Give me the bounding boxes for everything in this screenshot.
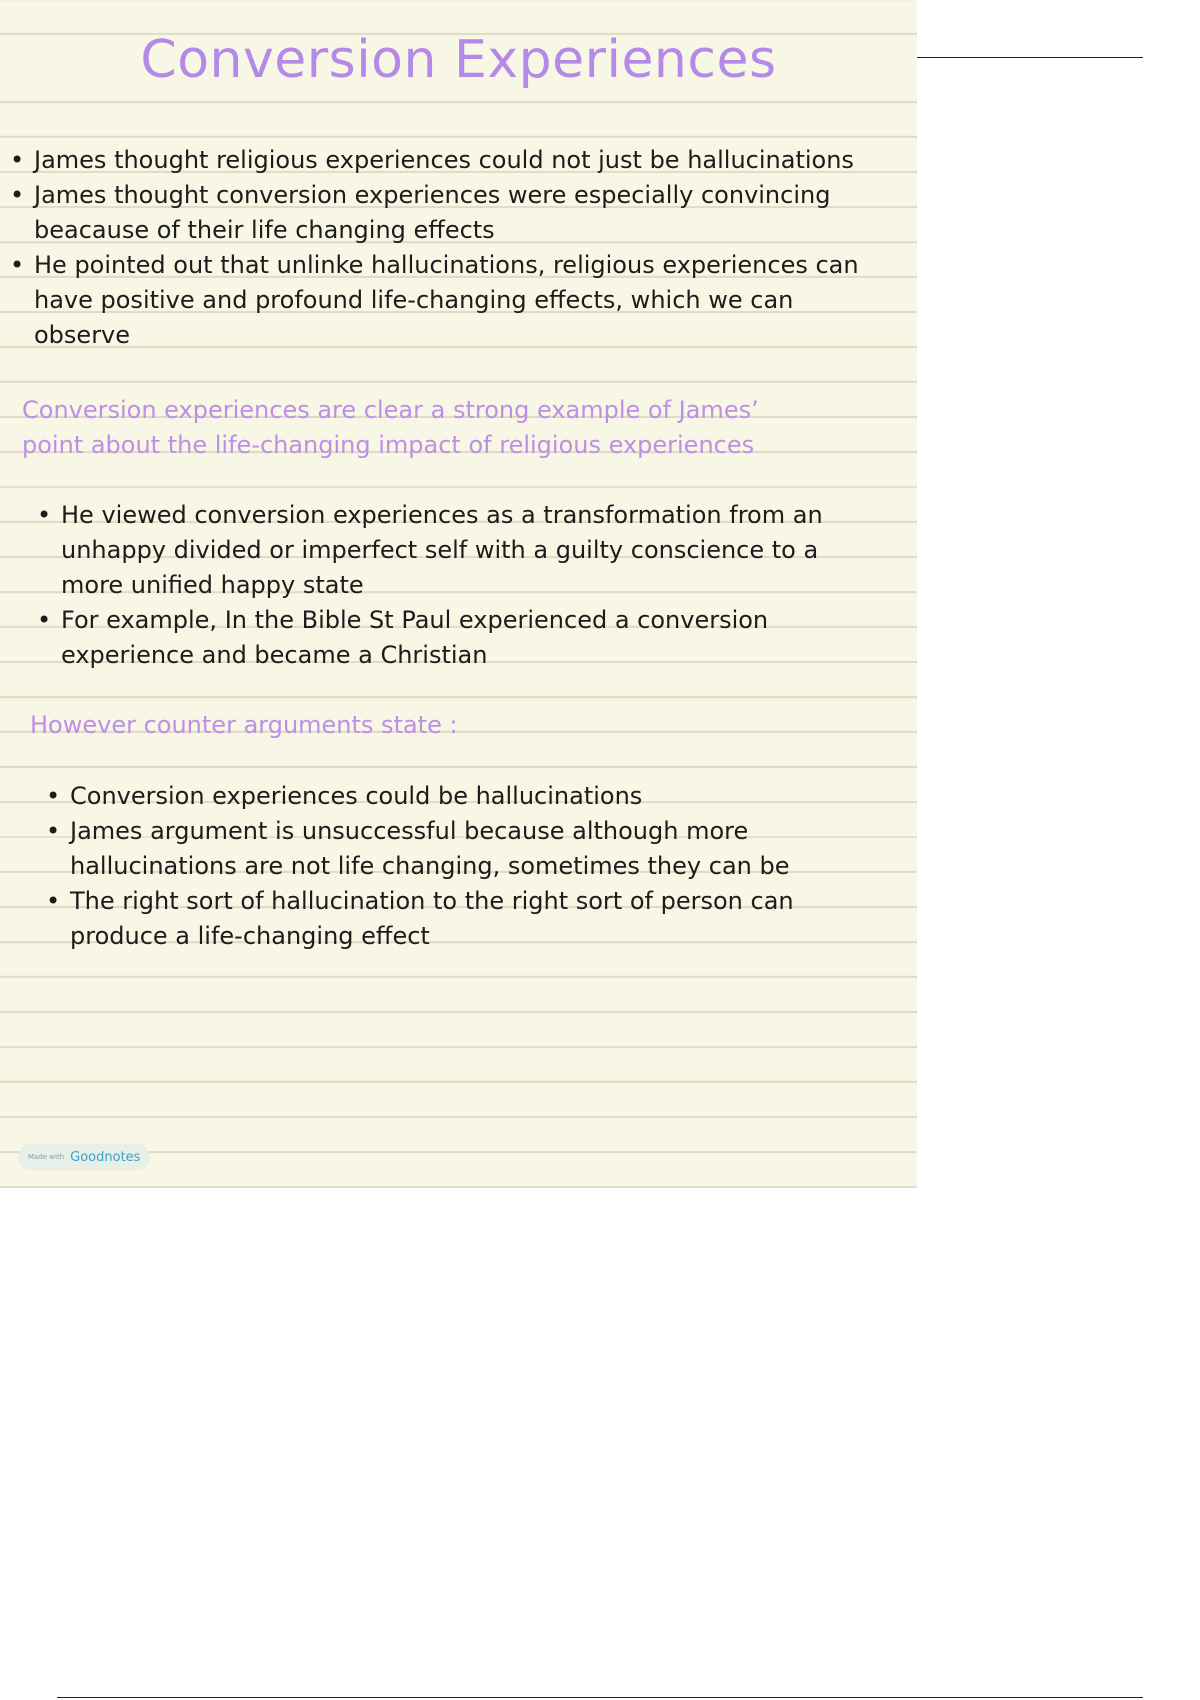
list-item-text: He pointed out that unlinke hallucinations, religious experiences can have positive and profound life-changing effects, which we can observe (34, 251, 859, 349)
highlight-note-1: Conversion experiences are clear a strong example of James’ point about the life-changing impact of religious experiences (22, 396, 759, 459)
goodnotes-badge (18, 1144, 150, 1170)
list-item-text: The right sort of hallucination to the right sort of person can produce a life-changing effect (70, 887, 794, 950)
divider-bottom (57, 1697, 1143, 1698)
bullet-list-1 (10, 143, 880, 353)
list-item (46, 884, 876, 954)
bullet-glyph: • (10, 251, 25, 279)
badge-brand: Goodnotes (70, 1149, 141, 1165)
bullet-glyph: • (46, 782, 61, 810)
bullet-glyph: • (46, 887, 61, 915)
list-item (10, 143, 880, 178)
divider-top (917, 57, 1143, 58)
list-item-text: James argument is unsuccessful because although more hallucinations are not life changing, sometimes they can be (70, 817, 790, 880)
bullet-glyph: • (10, 146, 25, 174)
page-title: Conversion Experiences (140, 30, 777, 90)
list-item-text: For example, In the Bible St Paul experienced a conversion experience and became a Christian (61, 606, 769, 669)
bullet-glyph: • (37, 501, 52, 529)
list-item (37, 603, 877, 673)
list-item (10, 248, 880, 353)
list-item-text: James thought religious experiences could not just be hallucinations (34, 146, 854, 174)
list-item-text: He viewed conversion experiences as a transformation from an unhappy divided or imperfect self with a guilty conscience to a more unified happy state (61, 501, 823, 599)
list-item (10, 178, 880, 248)
bullet-glyph: • (37, 606, 52, 634)
bullet-glyph: • (10, 181, 25, 209)
badge-prefix: Made with (28, 1153, 65, 1161)
list-item (46, 779, 876, 814)
bullet-list-2 (37, 498, 877, 673)
bullet-glyph: • (46, 817, 61, 845)
list-item-text: Conversion experiences could be hallucinations (70, 782, 643, 810)
bullet-list-3 (46, 779, 876, 954)
list-item (46, 814, 876, 884)
highlight-note-2: However counter arguments state : (30, 711, 458, 739)
list-item-text: James thought conversion experiences were especially convincing beacause of their life changing effects (34, 181, 831, 244)
list-item (37, 498, 877, 603)
